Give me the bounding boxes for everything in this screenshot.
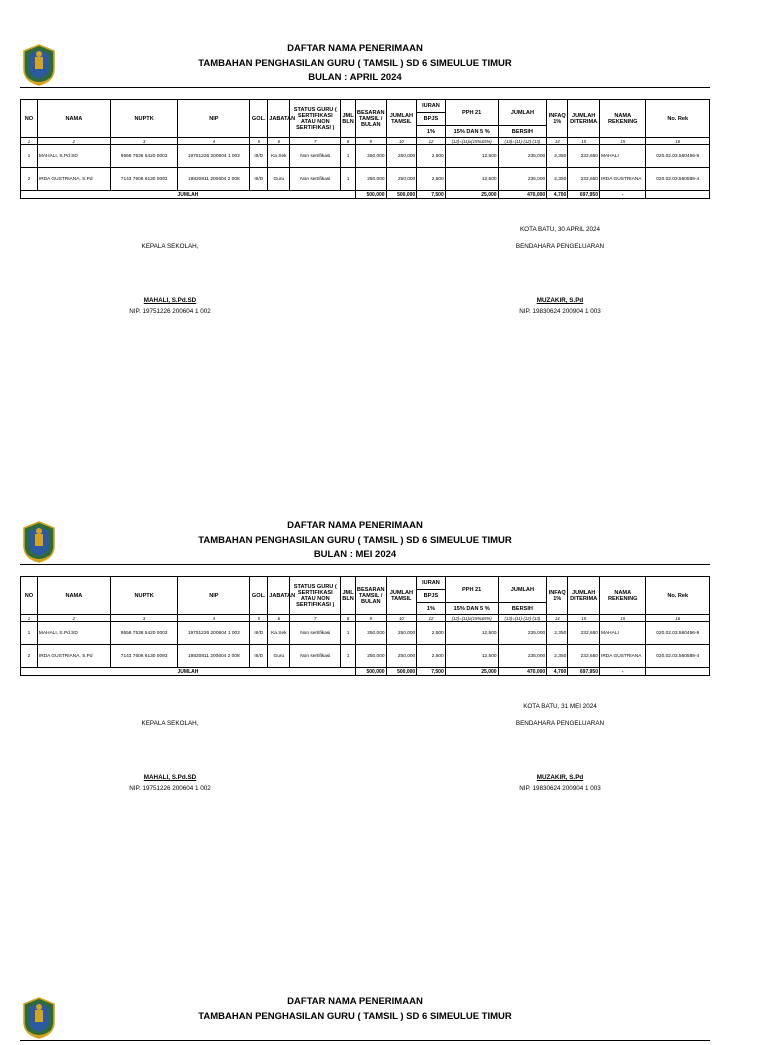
table-row xyxy=(21,645,710,668)
table-row xyxy=(21,168,710,191)
column-index-cell: 9 xyxy=(355,138,386,145)
column-index-cell: 15 xyxy=(568,615,600,622)
column-index-cell: 10 xyxy=(386,615,417,622)
doc-month: BULAN : MEI 2024 xyxy=(313,549,397,560)
table-row xyxy=(21,145,710,168)
cell-norek: 020.02.03.560588-4 xyxy=(646,645,710,668)
column-index-cell: 16 xyxy=(646,138,710,145)
doc-subtitle: TAMBAHAN PENGHASILAN GURU ( TAMSIL ) SD 6 SIMEULUE TIMUR xyxy=(198,58,512,69)
cell-no: 2 xyxy=(21,168,38,191)
col-bpjs-pct: 1% xyxy=(417,603,446,615)
col-rekening: NAMA REKENING xyxy=(599,577,645,615)
cell-no: 1 xyxy=(21,145,38,168)
treasurer-role: BENDAHARA PENGELUARAN xyxy=(515,243,605,250)
column-index-cell: 10 xyxy=(386,138,417,145)
cell-status: Non sertifikasi xyxy=(290,145,341,168)
col-norek: No. Rek xyxy=(646,100,710,138)
cell-nuptk: 7143 7606 6130 0093 xyxy=(110,645,178,668)
cell-bln: 1 xyxy=(341,622,356,645)
cell-diterima: 232,650 xyxy=(568,145,600,168)
cell-jabatan: Guru xyxy=(268,168,290,191)
cell-status: Non sertifikasi xyxy=(290,168,341,191)
total-row xyxy=(21,191,710,199)
col-nama: NAMA xyxy=(37,100,110,138)
column-index-cell: 9 xyxy=(355,615,386,622)
cell-besaran: 250,000 xyxy=(355,622,386,645)
total-diterima: 697,950 xyxy=(568,668,600,676)
col-bpjs: BPJS xyxy=(417,113,446,126)
doc-title: DAFTAR NAMA PENERIMAAN xyxy=(287,996,423,1007)
place-date: KOTA BATU, 30 APRIL 2024 xyxy=(519,226,601,233)
total-besaran: 500,000 xyxy=(355,191,386,199)
cell-bln: 1 xyxy=(341,145,356,168)
cell-pph: 12,500 xyxy=(445,145,498,168)
total-infaq: 4,700 xyxy=(547,668,568,676)
cell-besaran: 250,000 xyxy=(355,168,386,191)
cell-bersih: 235,000 xyxy=(498,168,547,191)
cell-nuptk: 7143 7606 6130 0093 xyxy=(110,168,178,191)
column-index-cell: 15 xyxy=(599,138,645,145)
treasurer-nip: NIP. 19830624 200904 1 003 xyxy=(519,308,601,315)
total-pph: 25,000 xyxy=(445,668,498,676)
column-index-cell: 2 xyxy=(37,615,110,622)
cell-rekening: IRDA GUSTRIANA xyxy=(599,168,645,191)
column-index-row xyxy=(21,138,710,145)
column-index-cell: 6 xyxy=(268,138,290,145)
col-diterima: JUMLAH DITERIMA xyxy=(568,100,600,138)
total-norek xyxy=(646,668,710,676)
title-divider xyxy=(20,1040,710,1041)
doc-title: DAFTAR NAMA PENERIMAAN xyxy=(287,43,423,54)
total-tamsil: 500,000 xyxy=(386,191,417,199)
principal-role: KEPALA SEKOLAH, xyxy=(141,243,199,250)
col-pph-sub: 15% DAN 5 % xyxy=(445,603,498,615)
cell-status: Non sertifikasi xyxy=(290,645,341,668)
column-index-cell: 16 xyxy=(646,615,710,622)
table-row xyxy=(21,622,710,645)
principal-name: MAHALI, S.Pd.SD xyxy=(143,297,197,304)
total-rekening: - xyxy=(599,191,645,199)
cell-bpjs: 2,500 xyxy=(417,645,446,668)
cell-nip: 19820811 200604 2 008 xyxy=(178,645,250,668)
total-pph: 25,000 xyxy=(445,191,498,199)
document-page xyxy=(0,995,768,1035)
column-index-cell: 2 xyxy=(37,138,110,145)
column-index-cell: 4 xyxy=(178,138,250,145)
document-page xyxy=(0,519,768,939)
title-divider xyxy=(20,564,710,565)
col-bersih: BERSIH xyxy=(498,603,547,615)
column-index-cell: 8 xyxy=(341,138,356,145)
col-bln: JML BLN xyxy=(341,577,356,615)
title-divider xyxy=(20,87,710,88)
col-gol: GOL. xyxy=(250,100,268,138)
cell-gol: III/D xyxy=(250,145,268,168)
col-status: STATUS GURU ( SERTIFIKASI ATAU NON SERTIFIKASI ) xyxy=(290,577,341,615)
col-tamsil: JUMLAH TAMSIL xyxy=(386,100,417,138)
column-index-cell: (12)=(11)x(15%&5%) xyxy=(445,138,498,145)
col-jumlah: JUMLAH xyxy=(498,577,547,603)
cell-pph: 12,500 xyxy=(445,645,498,668)
doc-title: DAFTAR NAMA PENERIMAAN xyxy=(287,520,423,531)
col-diterima: JUMLAH DITERIMA xyxy=(568,577,600,615)
cell-nip: 19751226 200604 1 002 xyxy=(178,622,250,645)
cell-no: 1 xyxy=(21,622,38,645)
cell-rekening: MAHALI xyxy=(599,622,645,645)
column-index-cell: 8 xyxy=(341,615,356,622)
treasurer-name: MUZAKIR, S.Pd xyxy=(536,297,584,304)
col-jabatan: JABATAN xyxy=(268,100,290,138)
cell-jabatan: Guru xyxy=(268,645,290,668)
column-index-cell: 7 xyxy=(290,138,341,145)
cell-besaran: 250,000 xyxy=(355,645,386,668)
col-no: NO xyxy=(21,577,38,615)
column-index-cell: 14 xyxy=(547,138,568,145)
cell-diterima: 232,650 xyxy=(568,168,600,191)
col-pph: PPH 21 xyxy=(445,577,498,603)
col-rekening: NAMA REKENING xyxy=(599,100,645,138)
col-jumlah: JUMLAH xyxy=(498,100,547,126)
cell-nip: 19820811 200604 2 008 xyxy=(178,168,250,191)
column-index-cell: 14 xyxy=(547,615,568,622)
treasurer-role: BENDAHARA PENGELUARAN xyxy=(515,720,605,727)
col-bersih: BERSIH xyxy=(498,126,547,138)
column-index-cell: 12 xyxy=(417,138,446,145)
column-index-cell: 5 xyxy=(250,615,268,622)
column-index-cell: 12 xyxy=(417,615,446,622)
cell-nuptk: 9558 7536 5420 0003 xyxy=(110,145,178,168)
col-bpjs-pct: 1% xyxy=(417,126,446,138)
cell-no: 2 xyxy=(21,645,38,668)
cell-infaq: 2,350 xyxy=(547,645,568,668)
col-nama: NAMA xyxy=(37,577,110,615)
col-infaq: INFAQ 1% xyxy=(547,100,568,138)
principal-nip: NIP. 19751226 200604 1 002 xyxy=(129,785,211,792)
cell-rekening: MAHALI xyxy=(599,145,645,168)
col-nip: NIP xyxy=(178,577,250,615)
cell-norek: 020.02.03.560456-9 xyxy=(646,145,710,168)
cell-pph: 12,500 xyxy=(445,168,498,191)
column-index-cell: 1 xyxy=(21,615,38,622)
total-label: JUMLAH xyxy=(21,668,356,676)
col-nip: NIP xyxy=(178,100,250,138)
cell-tamsil: 250,000 xyxy=(386,168,417,191)
cell-gol: III/D xyxy=(250,645,268,668)
cell-jabatan: Ka.Sek xyxy=(268,145,290,168)
principal-name: MAHALI, S.Pd.SD xyxy=(143,774,197,781)
cell-bersih: 235,000 xyxy=(498,645,547,668)
cell-bersih: 235,000 xyxy=(498,145,547,168)
col-iuran: IURAN xyxy=(417,577,446,590)
cell-diterima: 232,650 xyxy=(568,622,600,645)
column-index-cell: 3 xyxy=(110,615,178,622)
cell-bpjs: 2,500 xyxy=(417,145,446,168)
col-norek: No. Rek xyxy=(646,577,710,615)
cell-gol: III/D xyxy=(250,168,268,191)
cell-tamsil: 250,000 xyxy=(386,645,417,668)
col-pph: PPH 21 xyxy=(445,100,498,126)
cell-bersih: 235,000 xyxy=(498,622,547,645)
col-nuptk: NUPTK xyxy=(110,100,178,138)
cell-pph: 12,500 xyxy=(445,622,498,645)
doc-month: BULAN : APRIL 2024 xyxy=(308,72,402,83)
principal-nip: NIP. 19751226 200604 1 002 xyxy=(129,308,211,315)
cell-infaq: 2,350 xyxy=(547,145,568,168)
total-besaran: 500,000 xyxy=(355,668,386,676)
col-besaran: BESARAN TAMSIL / BULAN xyxy=(355,100,386,138)
cell-gol: III/D xyxy=(250,622,268,645)
col-besaran: BESARAN TAMSIL / BULAN xyxy=(355,577,386,615)
column-index-cell: (13)=(11)-(12)-(13) xyxy=(498,615,547,622)
cell-besaran: 250,000 xyxy=(355,145,386,168)
recipient-table xyxy=(20,99,710,199)
total-bersih: 470,000 xyxy=(498,668,547,676)
cell-nama: MAHALI, S.Pd.SD xyxy=(37,145,110,168)
cell-nama: IRDA GUSTRIANA, S.Pd xyxy=(37,645,110,668)
doc-subtitle: TAMBAHAN PENGHASILAN GURU ( TAMSIL ) SD 6 SIMEULUE TIMUR xyxy=(198,535,512,546)
cell-bpjs: 2,500 xyxy=(417,168,446,191)
col-bln: JML BLN xyxy=(341,100,356,138)
total-tamsil: 500,000 xyxy=(386,668,417,676)
recipient-table xyxy=(20,576,710,676)
document-page xyxy=(0,42,768,462)
total-bersih: 470,000 xyxy=(498,191,547,199)
total-bpjs: 7,500 xyxy=(417,191,446,199)
total-rekening: - xyxy=(599,668,645,676)
cell-nuptk: 9558 7536 5420 0003 xyxy=(110,622,178,645)
cell-jabatan: Ka.Sek xyxy=(268,622,290,645)
col-nuptk: NUPTK xyxy=(110,577,178,615)
cell-tamsil: 250,000 xyxy=(386,622,417,645)
treasurer-nip: NIP. 19830624 200904 1 003 xyxy=(519,785,601,792)
place-date: KOTA BATU, 31 MEI 2024 xyxy=(523,703,597,710)
col-gol: GOL. xyxy=(250,577,268,615)
column-index-cell: 15 xyxy=(599,615,645,622)
cell-nama: IRDA GUSTRIANA, S.Pd xyxy=(37,168,110,191)
cell-nama: MAHALI, S.Pd.SD xyxy=(37,622,110,645)
column-index-cell: 4 xyxy=(178,615,250,622)
doc-subtitle: TAMBAHAN PENGHASILAN GURU ( TAMSIL ) SD 6 SIMEULUE TIMUR xyxy=(198,1011,512,1022)
col-iuran: IURAN xyxy=(417,100,446,113)
col-infaq: INFAQ 1% xyxy=(547,577,568,615)
column-index-cell: 3 xyxy=(110,138,178,145)
cell-tamsil: 250,000 xyxy=(386,145,417,168)
cell-bln: 1 xyxy=(341,645,356,668)
column-index-cell: (12)=(11)x(15%&5%) xyxy=(445,615,498,622)
total-label: JUMLAH xyxy=(21,191,356,199)
col-bpjs: BPJS xyxy=(417,590,446,603)
col-jabatan: JABATAN xyxy=(268,577,290,615)
cell-infaq: 2,350 xyxy=(547,622,568,645)
total-norek xyxy=(646,191,710,199)
col-tamsil: JUMLAH TAMSIL xyxy=(386,577,417,615)
cell-nip: 19751226 200604 1 002 xyxy=(178,145,250,168)
column-index-cell: 1 xyxy=(21,138,38,145)
treasurer-name: MUZAKIR, S.Pd xyxy=(536,774,584,781)
column-index-row xyxy=(21,615,710,622)
cell-status: Non sertifikasi xyxy=(290,622,341,645)
column-index-cell: (13)=(11)-(12)-(13) xyxy=(498,138,547,145)
cell-bln: 1 xyxy=(341,168,356,191)
cell-rekening: IRDA GUSTRIANA xyxy=(599,645,645,668)
total-infaq: 4,700 xyxy=(547,191,568,199)
cell-norek: 020.02.03.560456-9 xyxy=(646,622,710,645)
col-status: STATUS GURU ( SERTIFIKASI ATAU NON SERTIFIKASI ) xyxy=(290,100,341,138)
col-pph-sub: 15% DAN 5 % xyxy=(445,126,498,138)
column-index-cell: 15 xyxy=(568,138,600,145)
total-diterima: 697,950 xyxy=(568,191,600,199)
principal-role: KEPALA SEKOLAH, xyxy=(141,720,199,727)
total-bpjs: 7,500 xyxy=(417,668,446,676)
column-index-cell: 7 xyxy=(290,615,341,622)
cell-infaq: 2,350 xyxy=(547,168,568,191)
column-index-cell: 6 xyxy=(268,615,290,622)
cell-norek: 020.02.03.560588-4 xyxy=(646,168,710,191)
cell-bpjs: 2,500 xyxy=(417,622,446,645)
cell-diterima: 232,650 xyxy=(568,645,600,668)
col-no: NO xyxy=(21,100,38,138)
total-row xyxy=(21,668,710,676)
column-index-cell: 5 xyxy=(250,138,268,145)
